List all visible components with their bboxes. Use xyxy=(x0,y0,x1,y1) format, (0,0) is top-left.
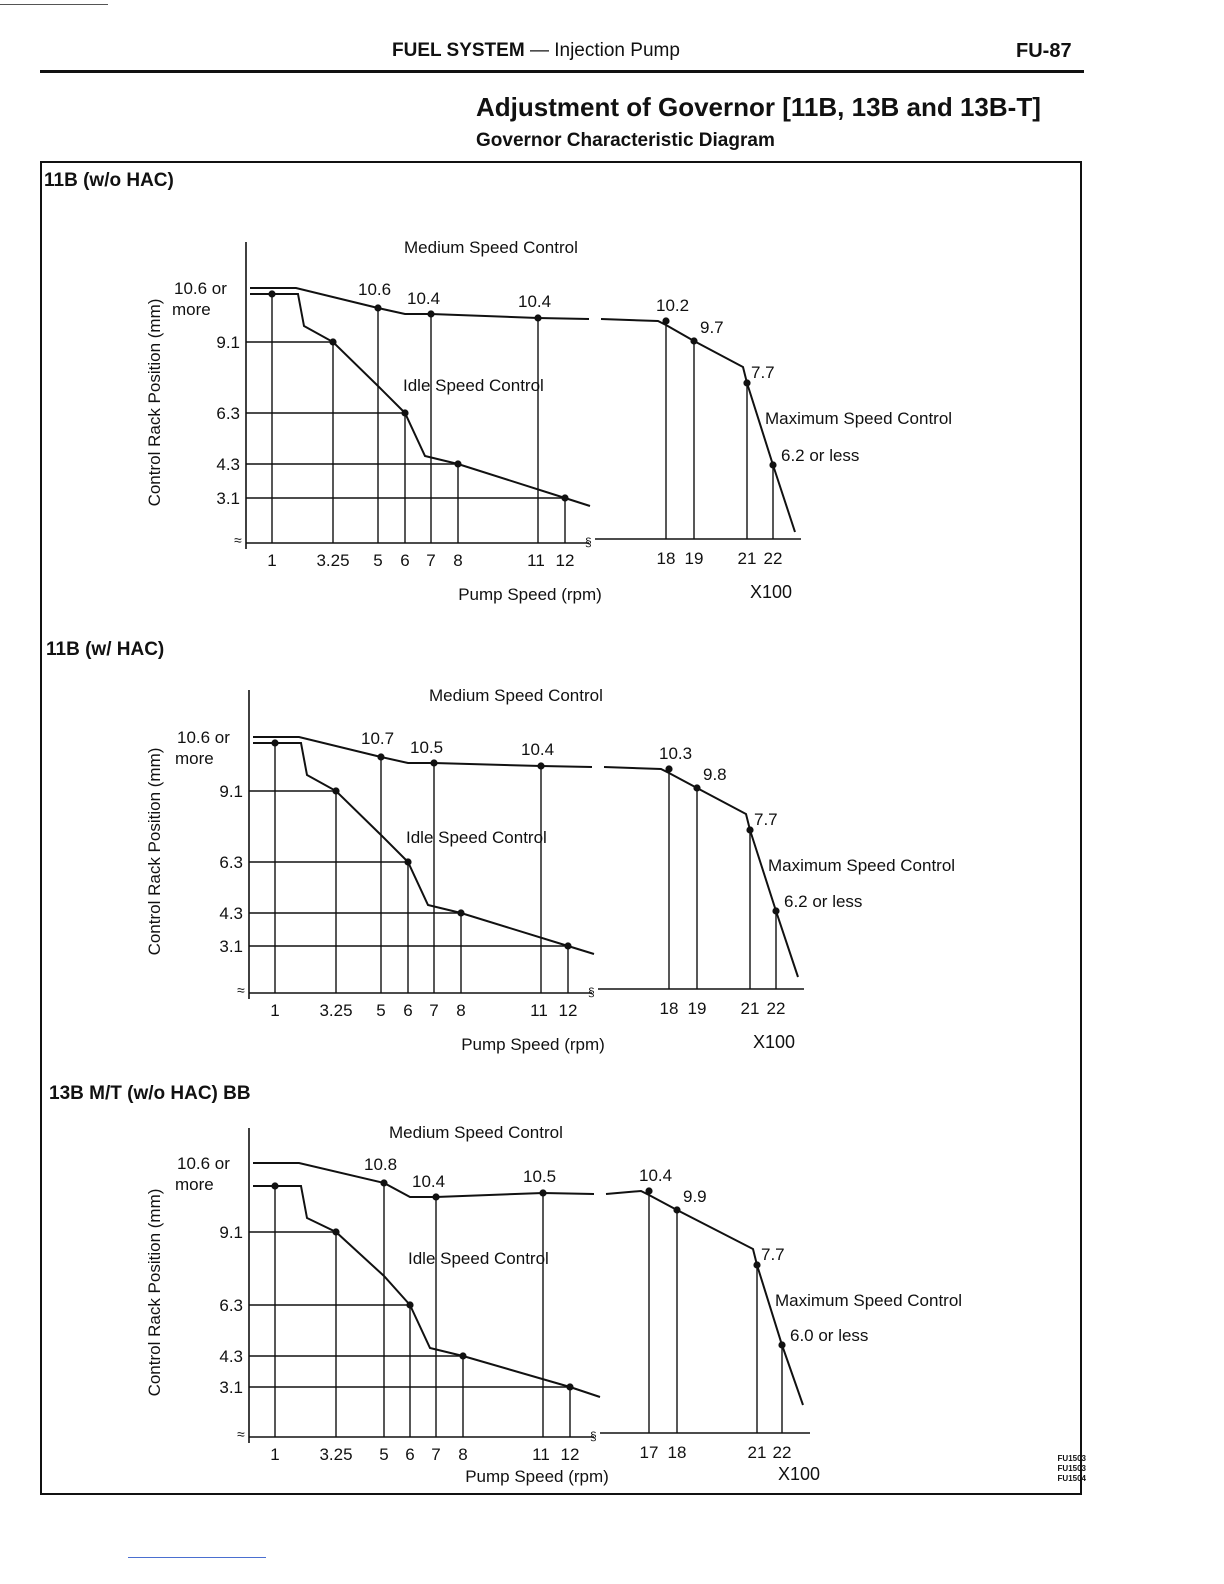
x-axis-multiplier: X100 xyxy=(749,582,793,602)
y-tick-label: 9.1 xyxy=(219,1223,243,1242)
medium-speed-point xyxy=(769,461,776,468)
data-label: 9.9 xyxy=(683,1187,707,1206)
medium-speed-point xyxy=(778,1341,785,1348)
y-tick-label: 9.1 xyxy=(216,333,240,352)
x-tick-label: 7 xyxy=(431,1445,441,1464)
data-label: 10.4 xyxy=(521,740,555,759)
medium-speed-point xyxy=(432,1193,439,1200)
data-label: 10.7 xyxy=(361,729,395,748)
y-tick-label: 4.3 xyxy=(219,904,243,923)
x-tick-label: 7 xyxy=(429,1001,439,1020)
data-label: 10.4 xyxy=(639,1166,673,1185)
idle-speed-point xyxy=(332,1228,339,1235)
data-label: 9.8 xyxy=(703,765,727,784)
data-label: 10.2 xyxy=(656,296,690,315)
y-axis-label: Control Rack Position (mm) xyxy=(145,298,164,507)
data-label: 7.7 xyxy=(751,363,775,382)
idle-speed-point xyxy=(566,1383,573,1390)
annotation-maximum-speed: Maximum Speed Control xyxy=(765,409,953,428)
data-label: 7.7 xyxy=(761,1245,785,1264)
panel-title: 13B M/T (w/o HAC) BB xyxy=(49,1083,251,1104)
x-tick-label: 3.25 xyxy=(319,1001,353,1020)
panel-title: 11B (w/ HAC) xyxy=(46,639,165,660)
axis-break-mark: § xyxy=(590,1429,597,1443)
medium-speed-point xyxy=(380,1179,387,1186)
medium-speed-point xyxy=(743,379,750,386)
x-tick-label: 6 xyxy=(403,1001,413,1020)
idle-speed-point xyxy=(268,290,275,297)
x-tick-label: 11 xyxy=(532,1445,550,1464)
axis-break-mark: § xyxy=(588,985,595,999)
medium-speed-point xyxy=(772,907,779,914)
y-tick-label: more xyxy=(172,300,211,319)
x-tick-label: 22 xyxy=(763,549,783,568)
y-tick-label: more xyxy=(175,749,214,768)
data-label: 10.8 xyxy=(364,1155,398,1174)
annotation-maximum-speed: Maximum Speed Control xyxy=(775,1291,963,1310)
y-tick-label: more xyxy=(175,1175,214,1194)
y-tick-label: 3.1 xyxy=(219,937,243,956)
data-label: 6.0 or less xyxy=(790,1326,869,1345)
x-tick-label: 11 xyxy=(530,1001,548,1020)
axis-break-mark: ≈ xyxy=(234,532,242,548)
data-label: 7.7 xyxy=(754,810,778,829)
x-tick-label: 19 xyxy=(687,999,707,1018)
medium-speed-point xyxy=(534,314,541,321)
y-tick-label: 6.3 xyxy=(219,853,243,872)
panel-title: 11B (w/o HAC) xyxy=(44,170,174,191)
x-tick-label: 7 xyxy=(426,551,436,570)
y-tick-label: 9.1 xyxy=(219,782,243,801)
x-tick-label: 12 xyxy=(555,551,575,570)
medium-speed-point xyxy=(665,765,672,772)
y-axis-label: Control Rack Position (mm) xyxy=(145,747,164,956)
x-tick-label: 1 xyxy=(270,1445,280,1464)
data-label: 9.7 xyxy=(700,318,724,337)
chart-panel-2 xyxy=(46,639,955,1054)
axis-break-mark: § xyxy=(585,535,592,549)
data-label: 6.2 or less xyxy=(781,446,860,465)
page-subtitle: Governor Characteristic Diagram xyxy=(476,130,775,151)
annotation-maximum-speed: Maximum Speed Control xyxy=(768,856,956,875)
axis-break-mark: ≈ xyxy=(237,982,245,998)
annotation-idle-speed: Idle Speed Control xyxy=(408,1249,549,1268)
header-subsection: Injection Pump xyxy=(554,40,680,61)
header-separator: — xyxy=(529,40,549,61)
data-label: 10.4 xyxy=(518,292,552,311)
x-tick-label: 18 xyxy=(656,549,676,568)
x-tick-label: 8 xyxy=(458,1445,468,1464)
x-tick-label: 3.25 xyxy=(316,551,350,570)
medium-speed-point xyxy=(645,1187,652,1194)
page-edge-mark xyxy=(128,1557,266,1558)
x-tick-label: 5 xyxy=(373,551,383,570)
medium-speed-point xyxy=(662,317,669,324)
medium-speed-point xyxy=(377,753,384,760)
x-axis-label: Pump Speed (rpm) xyxy=(465,1467,609,1486)
y-tick-label: 10.6 or xyxy=(177,728,230,747)
medium-speed-point xyxy=(753,1261,760,1268)
x-axis-label: Pump Speed (rpm) xyxy=(461,1035,605,1054)
annotation-idle-speed: Idle Speed Control xyxy=(403,376,544,395)
annotation-medium-speed: Medium Speed Control xyxy=(404,238,578,257)
idle-speed-point xyxy=(404,858,411,865)
x-tick-label: 8 xyxy=(453,551,463,570)
annotation-medium-speed: Medium Speed Control xyxy=(429,686,603,705)
x-tick-label: 21 xyxy=(740,999,760,1018)
maximum-speed-curve xyxy=(606,1191,803,1405)
x-tick-label: 6 xyxy=(405,1445,415,1464)
x-tick-label: 11 xyxy=(527,551,545,570)
medium-speed-point xyxy=(537,762,544,769)
medium-speed-point xyxy=(693,784,700,791)
idle-speed-curve xyxy=(253,1186,600,1397)
data-label: 10.6 xyxy=(358,280,392,299)
y-tick-label: 6.3 xyxy=(219,1296,243,1315)
page-title: Adjustment of Governor [11B, 13B and 13B-T] xyxy=(476,92,1041,122)
idle-speed-point xyxy=(454,460,461,467)
medium-speed-point xyxy=(673,1206,680,1213)
figure-ref: FU1503 xyxy=(1057,1464,1086,1473)
idle-speed-point xyxy=(561,494,568,501)
idle-speed-point xyxy=(271,739,278,746)
figure-references xyxy=(1040,1454,1086,1484)
axis-break-mark: ≈ xyxy=(237,1426,245,1442)
x-tick-label: 18 xyxy=(667,1443,687,1462)
idle-speed-point xyxy=(406,1301,413,1308)
x-tick-label: 12 xyxy=(558,1001,578,1020)
idle-speed-point xyxy=(271,1182,278,1189)
x-tick-label: 19 xyxy=(684,549,704,568)
x-tick-label: 1 xyxy=(267,551,277,570)
idle-speed-curve xyxy=(250,294,590,506)
idle-speed-point xyxy=(332,787,339,794)
idle-speed-point xyxy=(457,909,464,916)
y-tick-label: 3.1 xyxy=(216,489,240,508)
x-tick-label: 17 xyxy=(639,1443,659,1462)
y-tick-label: 10.6 or xyxy=(177,1154,230,1173)
x-tick-label: 3.25 xyxy=(319,1445,353,1464)
x-tick-label: 6 xyxy=(400,551,410,570)
medium-speed-point xyxy=(746,826,753,833)
annotation-idle-speed: Idle Speed Control xyxy=(406,828,547,847)
annotation-medium-speed: Medium Speed Control xyxy=(389,1123,563,1142)
idle-speed-point xyxy=(401,409,408,416)
data-label: 10.3 xyxy=(659,744,693,763)
data-label: 6.2 or less xyxy=(784,892,863,911)
page-number: FU-87 xyxy=(1016,40,1072,62)
x-tick-label: 21 xyxy=(747,1443,767,1462)
x-tick-label: 18 xyxy=(659,999,679,1018)
x-tick-label: 21 xyxy=(737,549,757,568)
idle-speed-point xyxy=(329,338,336,345)
chart-panel-1 xyxy=(44,170,952,604)
figure-ref: FU1504 xyxy=(1057,1474,1086,1483)
medium-speed-point xyxy=(690,337,697,344)
data-label: 10.4 xyxy=(407,289,441,308)
x-axis-label: Pump Speed (rpm) xyxy=(458,585,602,604)
medium-speed-point xyxy=(539,1189,546,1196)
medium-speed-point xyxy=(427,310,434,317)
chart-panel-3 xyxy=(49,1083,962,1486)
medium-speed-point xyxy=(430,759,437,766)
x-tick-label: 1 xyxy=(270,1001,280,1020)
x-axis-multiplier: X100 xyxy=(777,1464,821,1484)
data-label: 10.5 xyxy=(523,1167,557,1186)
figure-ref: FU1503 xyxy=(1057,1454,1086,1463)
y-tick-label: 6.3 xyxy=(216,404,240,423)
x-tick-label: 22 xyxy=(766,999,786,1018)
x-tick-label: 8 xyxy=(456,1001,466,1020)
x-tick-label: 5 xyxy=(376,1001,386,1020)
data-label: 10.5 xyxy=(410,738,444,757)
x-tick-label: 12 xyxy=(560,1445,580,1464)
x-axis-multiplier: X100 xyxy=(752,1032,796,1052)
y-tick-label: 4.3 xyxy=(216,455,240,474)
y-axis-label: Control Rack Position (mm) xyxy=(145,1188,164,1397)
header-section: FUEL SYSTEM xyxy=(392,40,525,61)
idle-speed-point xyxy=(459,1352,466,1359)
idle-speed-curve xyxy=(253,743,594,954)
data-label: 10.4 xyxy=(412,1172,446,1191)
x-tick-label: 22 xyxy=(772,1443,792,1462)
y-tick-label: 10.6 or xyxy=(174,279,227,298)
medium-speed-point xyxy=(374,304,381,311)
y-tick-label: 4.3 xyxy=(219,1347,243,1366)
x-tick-label: 5 xyxy=(379,1445,389,1464)
idle-speed-point xyxy=(564,942,571,949)
y-tick-label: 3.1 xyxy=(219,1378,243,1397)
